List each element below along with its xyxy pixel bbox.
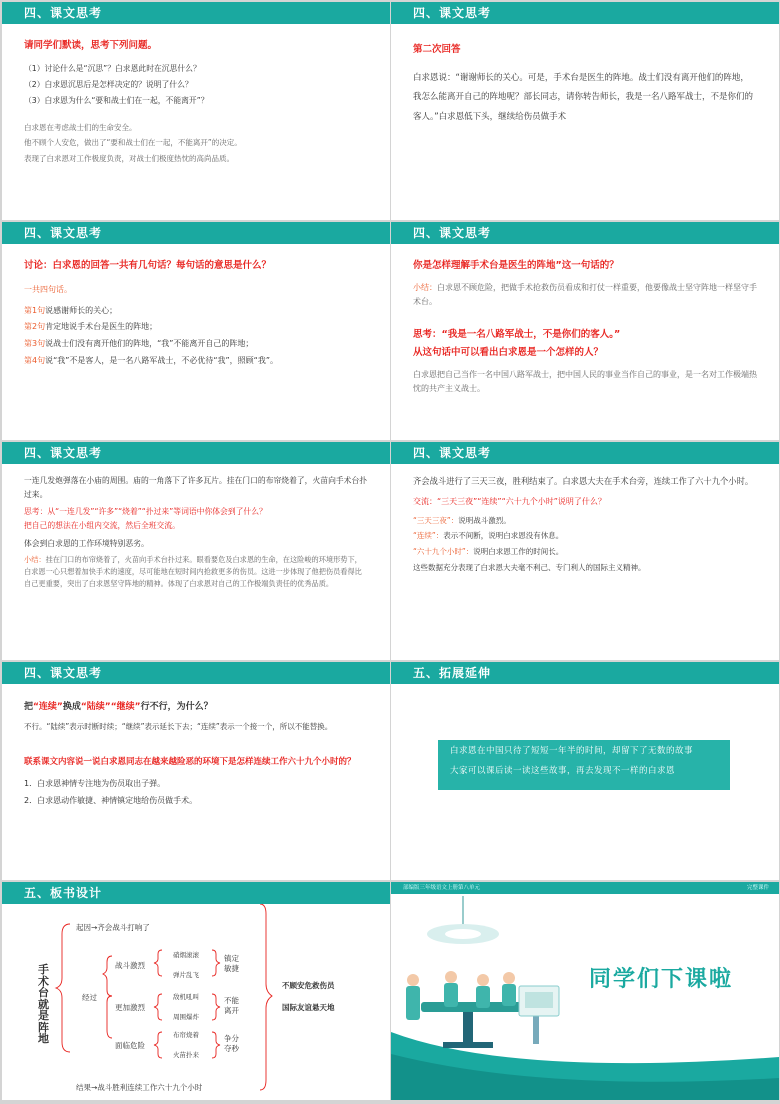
- group-item: 火苗扑来: [173, 1051, 199, 1059]
- answer: 白求恩把自己当作一名中国八路军战士，把中国人民的事业当作自己的事业，是一名对工作极端热忱的共产主义战士。: [413, 369, 757, 393]
- board-process: 经过: [82, 993, 97, 1002]
- passage: 一连几发炮弹落在小庙的周围。庙的一角落下了许多瓦片。挂在门口的布帘烧着了，火苗向手术台扑过来。: [24, 476, 368, 499]
- group-result: 争分夺秒: [224, 1034, 239, 1053]
- question: （1）讨论什么是“沉思”？白求恩此时在沉思什么？: [24, 63, 201, 73]
- prompt: 请同学们默读，思考下列问题。: [24, 40, 158, 51]
- slide-header: 四、课文思考: [391, 2, 779, 24]
- answer: 不行。“陆续”表示时断时续；“继续”表示延长下去；“连续”表示一个接一个，所以不能替换。: [24, 721, 333, 731]
- board-result: 结果→战斗胜利连续工作六十九个小时: [76, 1083, 203, 1092]
- meaning-item: “三天三夜”：说明战斗激烈。: [413, 515, 511, 525]
- slide-header: 五、板书设计: [2, 882, 390, 904]
- question: 思考：从“一连几发”“许多”“烧着”“扑过来”等词语中你体会到了什么？: [24, 507, 267, 517]
- course-label: 部编版三年级语文上册第八单元: [403, 885, 481, 891]
- sentence-item: [24, 336, 368, 353]
- group-result: 镇定敏捷: [224, 954, 239, 973]
- question: 把自己的想法在小组内交流，然后全班交流。: [24, 520, 180, 530]
- prompt: 讨论：白求恩的回答一共有几句话？每句话的意思是什么？: [24, 260, 272, 271]
- question: 从这句话中可以看出白求恩是一个怎样的人？: [413, 347, 604, 359]
- slide-1: [2, 2, 390, 220]
- group-item: 硝烟滚滚: [173, 951, 199, 959]
- highlight-line: 白求恩在中国只待了短短一年半的时间，却留下了无数的故事: [450, 746, 694, 756]
- slide-5: [2, 442, 390, 660]
- board-title: 手术台就是阵地: [38, 963, 49, 1046]
- slide-header: 四、课文思考: [391, 222, 779, 244]
- ending-title: 同学们下课啦: [589, 966, 734, 992]
- board-spirit: 不顾安危救伤员: [282, 981, 335, 990]
- question: （3）白求恩为什么“要和战士们在一起，不能离开”？: [24, 96, 209, 106]
- answer-item: 2．白求恩动作敏捷、神情镇定地给伤员做手术。: [24, 795, 198, 805]
- group-result: 不能离开: [224, 996, 239, 1015]
- summary-tag: 小结：: [24, 555, 46, 565]
- answer: 白求恩在考虑战士们的生命安全。: [24, 122, 137, 132]
- sentence-item: [24, 303, 368, 320]
- sentence-tag: 第4句: [24, 356, 46, 366]
- slide-header: 四、课文思考: [391, 442, 779, 464]
- slide-3: [2, 222, 390, 440]
- group-item: 周围爆炸: [173, 1013, 199, 1021]
- slide-header: 四、课文思考: [2, 222, 390, 244]
- question: 你是怎样理解手术台是医生的阵地”这一句话的？: [413, 260, 619, 271]
- board-spirit: 国际友谊悬天地: [282, 1003, 335, 1012]
- sentence-tag: 第1句: [24, 305, 46, 315]
- answer: 他不顾个人安危，做出了“要和战士们在一起，不能离开”的决定。: [24, 138, 242, 148]
- meaning-item: “连续”：表示不间断，说明白求恩没有休息。: [413, 531, 564, 541]
- slide-9: [2, 882, 390, 1100]
- group-name: 更加激烈: [115, 1003, 145, 1012]
- group-item: 弹片乱飞: [173, 971, 199, 979]
- slide-6: [391, 442, 779, 660]
- question: 把“连续”换成“陆续”“继续”行不行，为什么？: [24, 702, 213, 712]
- sentence-item: [24, 319, 368, 336]
- highlight-line: 大家可以课后读一读这些故事，再去发现不一样的白求恩: [450, 765, 676, 776]
- section-title: 第二次回答: [413, 44, 461, 55]
- sentence-tag: 第3句: [24, 339, 46, 349]
- sentence-text: 肯定地说手术台是医生的阵地；: [45, 322, 158, 332]
- sentence-tag: 第2句: [24, 322, 46, 332]
- question: 思考：“我是一名八路军战士，不是你们的客人。”: [413, 328, 621, 340]
- slide-2: [391, 2, 779, 220]
- passage: 白求恩说：“谢谢师长的关心。可是，手术台是医生的阵地。战士们没有离开他们的阵地，我怎么能离开自己的阵地呢？部长同志，请你转告师长，我是一名八路军战士，不是你们的客人。”白求恩低下头，继续给伤员做手术: [413, 72, 754, 122]
- answer: 小结：白求恩不顾危险，把做手术抢救伤员看成和打仗一样重要，他要像战士坚守阵地一样坚守手术台。: [413, 282, 757, 306]
- slide-10: [391, 882, 779, 1100]
- conclusion: 体会到白求恩的工作环境特别恶劣。: [24, 538, 149, 548]
- summary: 小结：挂在门口的布帘烧着了，火苗向手术台扑过来。眼看要危及白求恩的生命，在这险峻的环境形势下，白求恩一心只想着加快手术的速度，尽可能地在短时间内抢救更多的伤员。这进一步体现了他把伤员看得比自己更重要，突出了白求恩坚守阵地的精神。体现了白求恩对自己的工作极端负责任的优秀品质。: [24, 555, 362, 588]
- slide-4: [391, 222, 779, 440]
- summary-tag: 小结：: [413, 282, 437, 292]
- highlight-box: [438, 740, 730, 790]
- answer-item: 1．白求恩神情专注地为伤员取出子弹。: [24, 778, 166, 788]
- courseware-label: 完整课件: [746, 885, 769, 891]
- question: （2）白求恩沉思后是怎样决定的？说明了什么？: [24, 79, 193, 89]
- slide-header: 五、拓展延伸: [391, 662, 779, 684]
- sentence-text: 说感谢师长的关心；: [45, 305, 118, 315]
- group-item: 布帘烧着: [173, 1031, 199, 1039]
- group-name: 面临危险: [115, 1041, 145, 1050]
- slide-7: [2, 662, 390, 880]
- sentence-item: [24, 353, 368, 370]
- answer-list: [24, 120, 368, 167]
- sentence-text: 说战士们没有离开他们的阵地，“我”不能离开自己的阵地；: [45, 339, 254, 349]
- passage: 齐会战斗进行了三天三夜，胜利结束了。白求恩大夫在手术台旁，连续工作了六十九个小时。: [413, 476, 754, 486]
- question: 交流：“三天三夜”“连续”“六十九个小时”说明了什么？: [413, 496, 606, 506]
- slide-8: [391, 662, 779, 880]
- board-cause: 起因→齐会战斗打响了: [76, 923, 150, 932]
- question: 联系课文内容说一说白求恩同志在越来越险恶的环境下是怎样连续工作六十九个小时的？: [24, 756, 356, 767]
- summary: 这些数据充分表现了白求恩大夫毫不利己、专门利人的国际主义精神。: [413, 562, 646, 572]
- group-item: 敌机吼叫: [173, 993, 199, 1001]
- slide-header: 四、课文思考: [2, 662, 390, 684]
- summary: 一共四句话。: [24, 284, 72, 294]
- slide-header: 四、课文思考: [2, 442, 390, 464]
- answer: 表现了白求恩对工作极度负责，对战士们极度热忱的高尚品质。: [24, 154, 234, 164]
- slide-header: 四、课文思考: [2, 2, 390, 24]
- group-name: 战斗激烈: [115, 961, 145, 970]
- meaning-item: “六十九个小时”：说明白求恩工作的时间长。: [413, 547, 564, 557]
- sentence-text: 说“我”不是客人，是一名八路军战士，不必优待“我”，照顾“我”。: [45, 356, 278, 366]
- question-list: [24, 61, 368, 110]
